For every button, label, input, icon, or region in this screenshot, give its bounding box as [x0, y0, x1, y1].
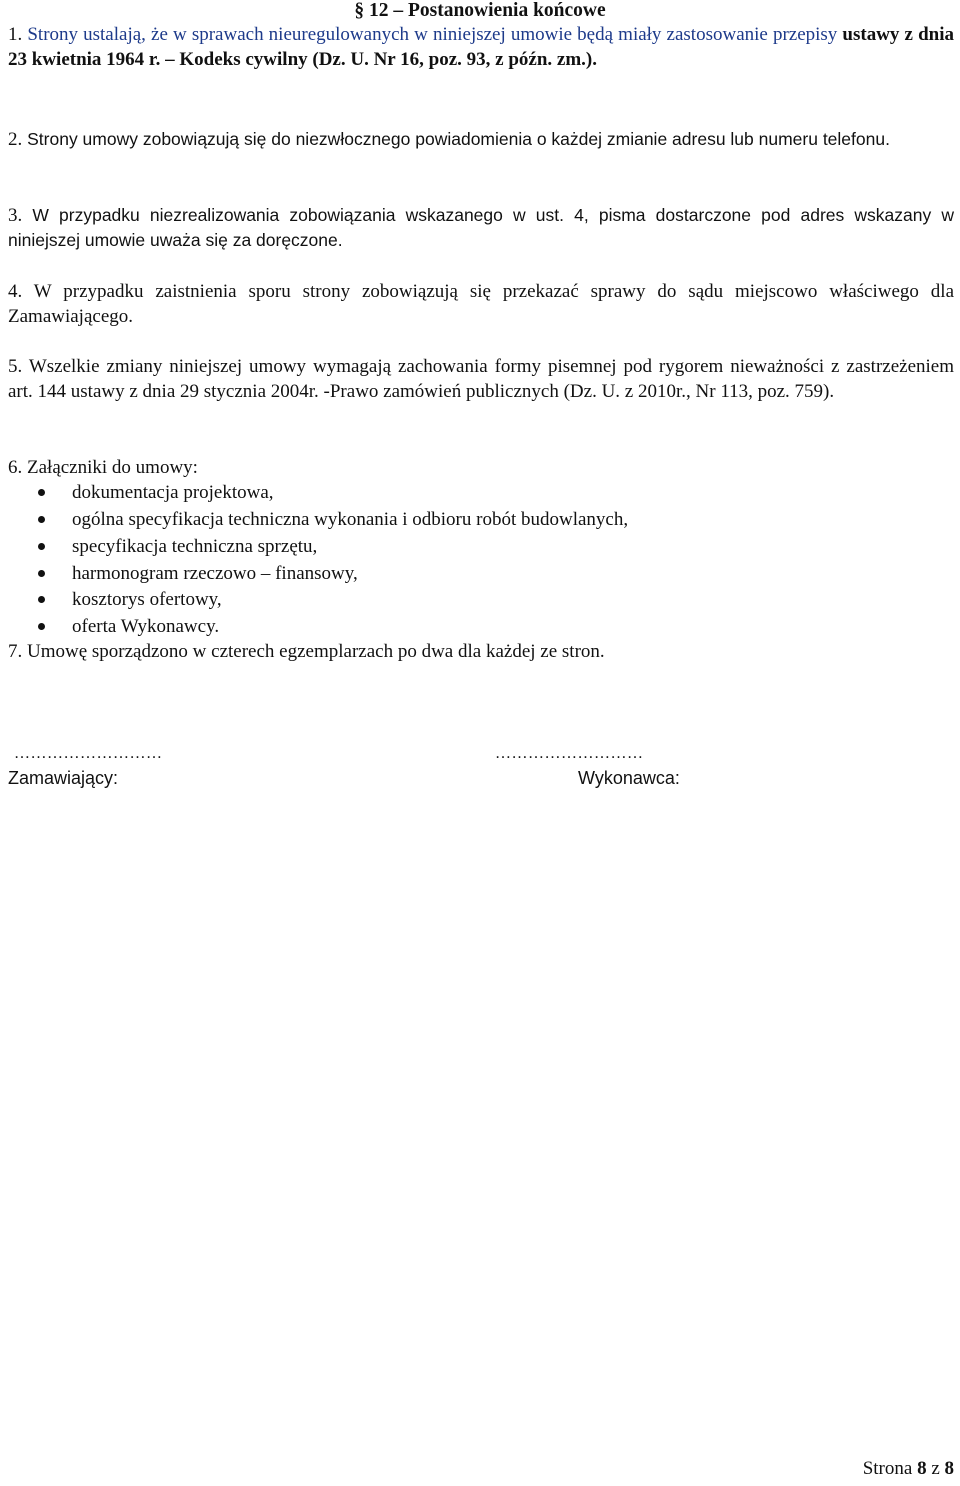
list-item-text: ogólna specyfikacja techniczna wykonania i odbioru robót budowlanych,: [72, 509, 629, 530]
list-item: [0, 561, 960, 587]
list-item-text: kosztorys ofertowy,: [72, 589, 222, 610]
clause-2-number: 2.: [8, 129, 23, 150]
bullet-icon: [38, 489, 45, 496]
list-item-text: dokumentacja projektowa,: [72, 482, 274, 503]
left-signature-label: Zamawiający:: [8, 768, 119, 788]
clause-3-text: W przypadku niezrealizowania zobowiązania wskazanego w ust. 4, pisma dostarczone pod adres wskazany w niniejszej umowie uważa się za doręczone.: [8, 205, 954, 250]
bullet-icon: [38, 543, 45, 550]
clause-7: [8, 639, 954, 664]
bullet-icon: [38, 596, 45, 603]
clause-1: [8, 22, 954, 72]
bullet-icon: [38, 570, 45, 577]
clause-6: [8, 455, 954, 480]
clause-1-text-bold: ustawy z dnia 23 kwietnia 1964 r. – Kodeks cywilny (Dz. U. Nr 16, poz. 93, z późn. zm.).: [8, 24, 954, 70]
clause-2-text: Strony umowy zobowiązują się do niezwłocznego powiadomienia o każdej zmianie adresu lub numeru telefonu.: [22, 129, 890, 149]
page-footer: [863, 1458, 954, 1480]
current-page-number: 8: [917, 1458, 927, 1479]
section-title: § 12 – Postanowienia końcowe: [354, 0, 606, 21]
clause-3: [8, 203, 954, 253]
list-item: [0, 534, 960, 560]
clause-7-number: 7.: [8, 641, 23, 662]
clause-4: [8, 279, 954, 329]
clause-7-text: Umowę sporządzono w czterech egzemplarzach po dwa dla każdej ze stron.: [22, 641, 605, 662]
list-item-text: specyfikacja techniczna sprzętu,: [72, 536, 318, 557]
footer-prefix: Strona: [862, 1458, 918, 1479]
clause-5-text: Wszelkie zmiany niniejszej umowy wymagają zachowania formy pisemnej pod rygorem nieważności z zastrzeżeniem art. 144 ustawy z dnia 29 stycznia 2004r. -Prawo zamówień publicznych (Dz. U. z 2010r., Nr 113, poz. 759).: [8, 356, 954, 402]
left-signature-line: ………………………: [14, 745, 163, 762]
list-item: [0, 480, 960, 506]
list-item: [0, 587, 960, 613]
list-item-text: oferta Wykonawcy.: [72, 616, 220, 637]
list-item-text: harmonogram rzeczowo – finansowy,: [72, 563, 358, 584]
right-signature-line: ………………………: [495, 745, 644, 762]
list-item: [0, 614, 960, 640]
clause-5-number: 5.: [8, 356, 23, 377]
clause-1-text: Strony ustalają, że w sprawach nieuregulowanych w niniejszej umowie będą miały zastosowanie przepisy: [22, 24, 843, 45]
clause-6-number: 6.: [8, 457, 23, 478]
total-page-number: 8: [944, 1458, 954, 1479]
clause-6-text: Załączniki do umowy:: [22, 457, 198, 478]
clause-4-text: W przypadku zaistnienia sporu strony zobowiązują się przekazać sprawy do sądu miejscowo właściwego dla Zamawiającego.: [8, 281, 954, 327]
clause-3-number: 3.: [8, 205, 23, 226]
bullet-icon: [38, 623, 45, 630]
clause-4-number: 4.: [8, 281, 23, 302]
clause-5: [8, 354, 954, 404]
right-signature-label: Wykonawca:: [578, 768, 680, 788]
bullet-icon: [38, 516, 45, 523]
list-item: [0, 507, 960, 533]
footer-mid: z: [926, 1458, 945, 1479]
clause-2: [8, 127, 954, 152]
clause-1-number: 1.: [8, 24, 23, 45]
